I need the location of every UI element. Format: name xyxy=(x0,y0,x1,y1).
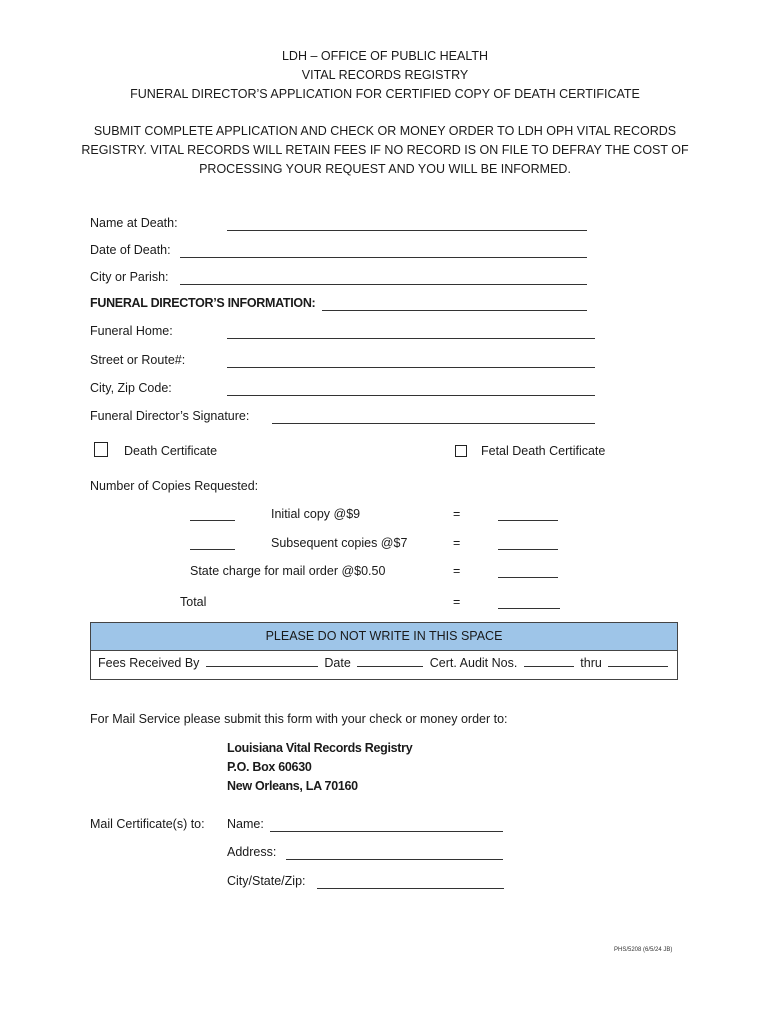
office-use-header: PLEASE DO NOT WRITE IN THIS SPACE xyxy=(91,623,677,651)
mail-name-field[interactable] xyxy=(270,831,503,832)
fees-received-field[interactable] xyxy=(206,666,318,667)
total-amount-field[interactable] xyxy=(498,608,560,609)
city-or-parish-label: City or Parish: xyxy=(90,270,169,284)
notice-line-3: PROCESSING YOUR REQUEST AND YOU WILL BE INFORMED. xyxy=(199,162,571,176)
form-code: PHS/5208 (6/5/24 JB) xyxy=(614,947,673,953)
mail-charge-amount-field[interactable] xyxy=(498,577,558,578)
header-agency: LDH – OFFICE OF PUBLIC HEALTH xyxy=(281,49,489,63)
funeral-home-label: Funeral Home: xyxy=(90,324,173,338)
mail-address-label: Address: xyxy=(227,845,277,859)
header-registry: VITAL RECORDS REGISTRY xyxy=(301,68,469,82)
notice-line-2: REGISTRY. VITAL RECORDS WILL RETAIN FEES IF NO RECORD IS ON FILE TO DEFRAY THE COST OF xyxy=(81,143,689,157)
equals-sign: = xyxy=(453,595,461,609)
death-certificate-label: Death Certificate xyxy=(124,444,218,458)
equals-sign: = xyxy=(453,536,461,550)
fees-received-label: Fees Received By xyxy=(98,656,200,670)
funeral-home-field[interactable] xyxy=(227,338,595,339)
city-or-parish-field[interactable] xyxy=(180,284,587,285)
mail-name-label: Name: xyxy=(227,817,264,831)
subsequent-copy-label: Subsequent copies @$7 xyxy=(271,536,408,550)
mail-address-line-3: New Orleans, LA 70160 xyxy=(227,779,358,793)
signature-field[interactable] xyxy=(272,423,595,424)
total-label: Total xyxy=(180,595,207,609)
mail-instruction: For Mail Service please submit this form with your check or money order to: xyxy=(90,712,508,726)
street-label: Street or Route#: xyxy=(90,353,186,367)
thru-label: thru xyxy=(580,656,602,670)
funeral-director-info-heading: FUNERAL DIRECTOR’S INFORMATION: xyxy=(90,296,316,310)
equals-sign: = xyxy=(453,564,461,578)
fetal-death-certificate-label: Fetal Death Certificate xyxy=(481,444,606,458)
date-of-death-field[interactable] xyxy=(180,257,587,258)
signature-label: Funeral Director’s Signature: xyxy=(90,409,250,423)
death-certificate-checkbox[interactable] xyxy=(94,442,108,457)
mail-address-line-1: Louisiana Vital Records Registry xyxy=(227,741,413,755)
subsequent-copy-count-field[interactable] xyxy=(190,549,235,550)
mail-address-line-2: P.O. Box 60630 xyxy=(227,760,312,774)
mail-address-field[interactable] xyxy=(286,859,503,860)
copies-requested-label: Number of Copies Requested: xyxy=(90,479,259,493)
initial-copy-count-field[interactable] xyxy=(190,520,235,521)
city-zip-label: City, Zip Code: xyxy=(90,381,172,395)
initial-copy-label: Initial copy @$9 xyxy=(271,507,361,521)
form-title: FUNERAL DIRECTOR’S APPLICATION FOR CERTIFIED COPY OF DEATH CERTIFICATE xyxy=(130,87,640,101)
date-field[interactable] xyxy=(357,666,423,667)
mail-city-state-zip-label: City/State/Zip: xyxy=(227,874,306,888)
office-use-row xyxy=(98,656,668,670)
audit-start-field[interactable] xyxy=(524,666,574,667)
office-use-box xyxy=(90,622,678,680)
funeral-director-info-field[interactable] xyxy=(322,310,587,311)
audit-label: Cert. Audit Nos. xyxy=(429,656,518,670)
date-label: Date xyxy=(324,656,351,670)
mail-charge-label: State charge for mail order @$0.50 xyxy=(190,564,386,578)
mail-to-label: Mail Certificate(s) to: xyxy=(90,817,205,831)
subsequent-copy-amount-field[interactable] xyxy=(498,549,558,550)
notice-line-1: SUBMIT COMPLETE APPLICATION AND CHECK OR MONEY ORDER TO LDH OPH VITAL RECORDS xyxy=(93,124,677,138)
street-field[interactable] xyxy=(227,367,595,368)
name-at-death-label: Name at Death: xyxy=(90,216,178,230)
name-at-death-field[interactable] xyxy=(227,230,587,231)
audit-end-field[interactable] xyxy=(608,666,668,667)
fetal-death-certificate-checkbox[interactable] xyxy=(455,445,467,457)
city-zip-field[interactable] xyxy=(227,395,595,396)
date-of-death-label: Date of Death: xyxy=(90,243,171,257)
initial-copy-amount-field[interactable] xyxy=(498,520,558,521)
equals-sign: = xyxy=(453,507,461,521)
mail-city-state-zip-field[interactable] xyxy=(317,888,504,889)
